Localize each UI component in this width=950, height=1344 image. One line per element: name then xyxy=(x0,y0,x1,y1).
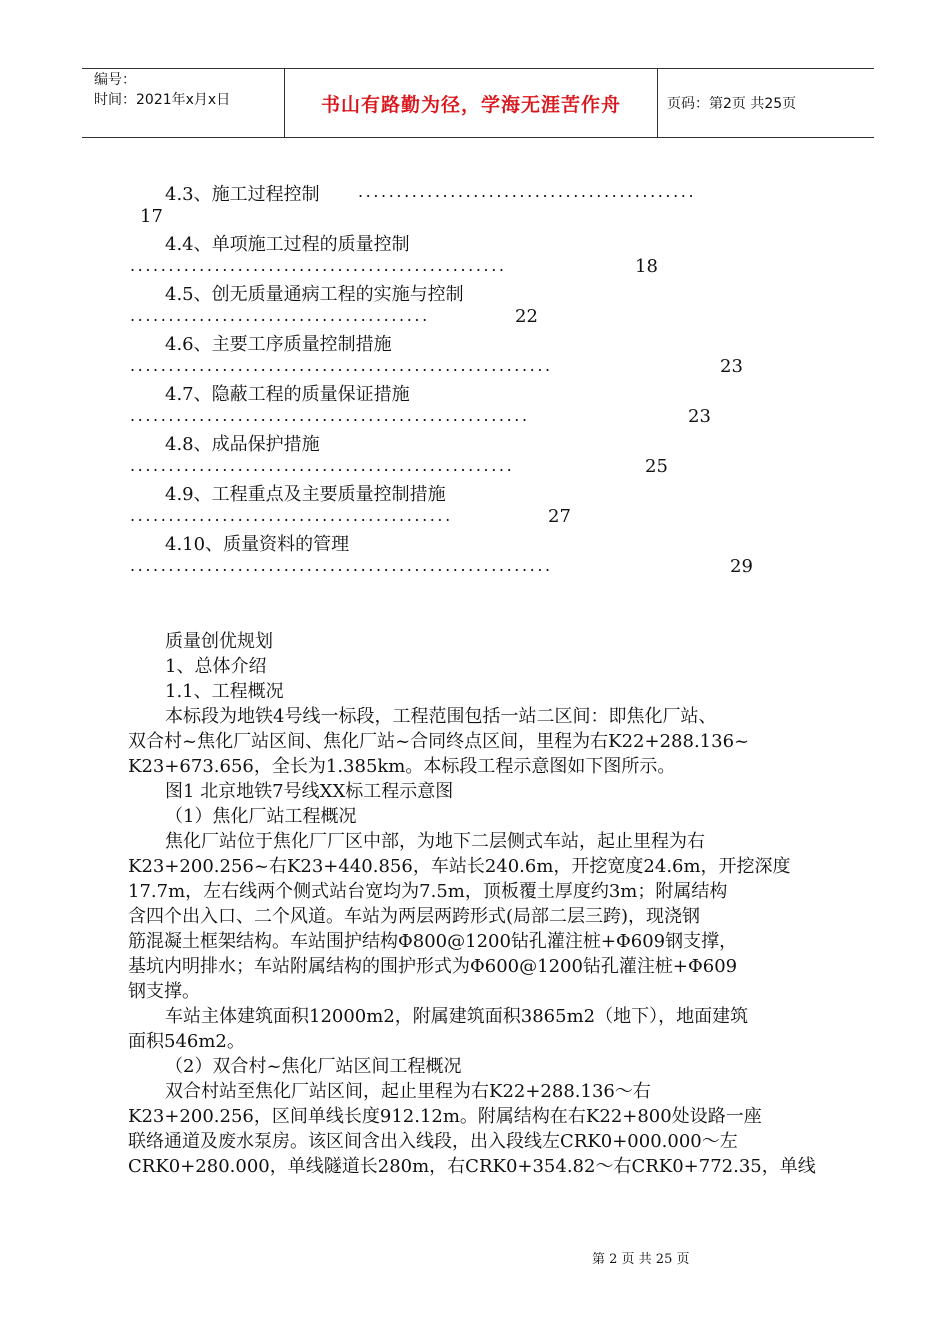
toc-leader: ....................................................... xyxy=(130,356,553,375)
subsection-heading: （1）焦化厂站工程概况 xyxy=(165,806,357,827)
toc-title: 4.3、施工过程控制 xyxy=(165,184,320,205)
toc-page: 22 xyxy=(515,306,538,327)
toc-title: 4.10、质量资料的管理 xyxy=(165,534,350,555)
toc-leader: ....................................... xyxy=(130,306,430,325)
toc-page: 23 xyxy=(688,406,711,427)
toc-title: 4.6、主要工序质量控制措施 xyxy=(165,334,392,355)
paragraph-line: K23+200.256，区间单线长度912.12m。附属结构在右K22+800处设路一座 xyxy=(128,1106,762,1127)
toc-title: 4.9、工程重点及主要质量控制措施 xyxy=(165,484,446,505)
section-heading: 质量创优规划 xyxy=(165,631,273,652)
page-header xyxy=(82,68,874,138)
paragraph-line: 钢支撑。 xyxy=(128,981,200,1002)
toc-page: 23 xyxy=(720,356,743,377)
toc-leader: .................................................... xyxy=(130,406,530,425)
paragraph-line: 含四个出入口、二个风道。车站为两层两跨形式(局部二层三跨)，现浇钢 xyxy=(128,906,701,927)
paragraph-line: 面积546m2。 xyxy=(128,1031,245,1052)
paragraph-line: 双合村站至焦化厂站区间，起止里程为右K22+288.136～右 xyxy=(165,1081,651,1102)
toc-page: 17 xyxy=(140,206,163,227)
paragraph-line: K23+200.256~右K23+440.856，车站长240.6m，开挖宽度24.6m，开挖深度 xyxy=(128,856,791,877)
toc-title: 4.8、成品保护措施 xyxy=(165,434,320,455)
toc-leader: ................................................. xyxy=(130,256,507,275)
paragraph-line: 联络通道及废水泵房。该区间含出入线段，出入段线左CRK0+000.000～左 xyxy=(128,1131,738,1152)
number-label: 编号： xyxy=(94,72,136,88)
toc-leader: ............................................ xyxy=(358,182,697,201)
subsection-heading: （2）双合村~焦化厂站区间工程概况 xyxy=(165,1056,462,1077)
toc-title: 4.4、单项施工过程的质量控制 xyxy=(165,234,410,255)
paragraph-line: 车站主体建筑面积12000m2，附属建筑面积3865m2（地下），地面建筑 xyxy=(165,1006,749,1027)
toc-leader: .......................................... xyxy=(130,506,453,525)
toc-title: 4.7、隐蔽工程的质量保证措施 xyxy=(165,384,410,405)
section-heading: 1.1、工程概况 xyxy=(165,681,284,702)
paragraph-line: 焦化厂站位于焦化厂厂区中部，为地下二层侧式车站，起止里程为右 xyxy=(165,831,705,852)
paragraph-line: CRK0+280.000，单线隧道长280m，右CRK0+354.82～右CRK0+772.35，单线 xyxy=(128,1156,816,1177)
toc-page: 18 xyxy=(635,256,658,277)
paragraph-line: 17.7m，左右线两个侧式站台宽均为7.5m，顶板覆土厚度约3m；附属结构 xyxy=(128,881,728,902)
toc-page: 29 xyxy=(730,556,753,577)
paragraph-line: 双合村~焦化厂站区间、焦化厂站~合同终点区间，里程为右K22+288.136~ xyxy=(128,731,750,752)
time-label: 时间：2021年x月x日 xyxy=(94,92,231,108)
header-page-info: 页码：第2页 共25页 xyxy=(667,96,797,112)
paragraph-line: 本标段为地铁4号线一标段，工程范围包括一站二区间：即焦化厂站、 xyxy=(165,706,717,727)
header-motto: 书山有路勤为径，学海无涯苦作舟 xyxy=(285,69,658,137)
header-meta xyxy=(82,69,285,137)
toc-leader: ....................................................... xyxy=(130,556,553,575)
toc-page: 25 xyxy=(645,456,668,477)
paragraph-line: 筋混凝土框架结构。车站围护结构Φ800@1200钻孔灌注桩+Φ609钢支撑， xyxy=(128,931,738,952)
toc-page: 27 xyxy=(548,506,571,527)
paragraph-line: K23+673.656，全长为1.385km。本标段工程示意图如下图所示。 xyxy=(128,756,676,777)
toc-leader: .................................................. xyxy=(130,456,515,475)
footer-page-number: 第 2 页 共 25 页 xyxy=(592,1252,690,1267)
toc-title: 4.5、创无质量通病工程的实施与控制 xyxy=(165,284,464,305)
section-heading: 1、总体介绍 xyxy=(165,656,267,677)
paragraph-line: 基坑内明排水；车站附属结构的围护形式为Φ600@1200钻孔灌注桩+Φ609 xyxy=(128,956,738,977)
figure-caption: 图1 北京地铁7号线XX标工程示意图 xyxy=(165,781,454,802)
